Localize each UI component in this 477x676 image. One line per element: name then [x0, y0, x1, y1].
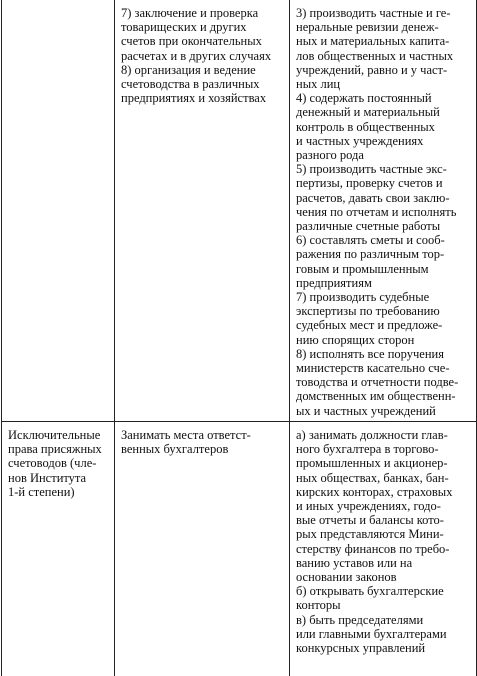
text-line: денежный и материальный — [296, 105, 440, 120]
text-line: и иных учреждениях, годо- — [296, 498, 441, 513]
text-line: различные счетные работы — [296, 219, 441, 234]
text-line: стерству финансов по требо- — [296, 541, 450, 556]
text-line: ных и материальных капита- — [296, 34, 450, 49]
text-line: контроль в общественных — [296, 119, 435, 134]
text-line: экспертизы по требованию — [296, 304, 440, 319]
cell-specific-rights — [290, 0, 477, 421]
text-line: говым и промышленным — [296, 261, 429, 276]
text-line: конторы — [296, 598, 341, 613]
text-line: ного бухгалтера в торгово- — [296, 442, 439, 457]
text-line: судебных мест и предложе- — [296, 318, 443, 333]
rights-table — [1, 0, 477, 676]
text-line: учреждений, равно и у част- — [296, 62, 448, 77]
cell-category — [2, 421, 115, 676]
text-line: кирских конторах, страховых — [296, 484, 453, 499]
text-line: ных лиц — [296, 77, 341, 92]
text-line: нов Института — [8, 470, 87, 485]
text-line: товарищеских и других — [121, 20, 247, 35]
cell-general-rights — [115, 421, 290, 676]
cell-general-rights — [115, 0, 290, 421]
text-line: конкурсных управлений — [296, 640, 426, 655]
text-line: нию спорящих сторон — [296, 332, 415, 347]
text-line: Занимать места ответст- — [121, 427, 251, 442]
text-line: и частных учреждениях — [296, 133, 424, 148]
text-line: расчетах и в других случаях — [121, 48, 272, 63]
text-line: права присяжных — [8, 442, 102, 457]
text-line: 8) исполнять все поручения — [296, 346, 444, 361]
text-line: 7) заключение и проверка — [121, 6, 259, 20]
text-line: пертизы, проверку счетов и — [296, 176, 443, 191]
text-line: вые отчеты и балансы кото- — [296, 513, 444, 528]
text-line: промышленных и акционер- — [296, 456, 448, 471]
text-line: министерств касательно сче- — [296, 361, 450, 376]
text-line: рых представляются Мини- — [296, 527, 444, 542]
text-line: разного рода — [296, 148, 364, 163]
text-line: ых и частных учреждений — [296, 403, 436, 418]
text-line: предприятиям — [296, 275, 372, 290]
text-line: 8) организация и ведение — [121, 62, 256, 77]
text-line: ражения по различным тор- — [296, 247, 445, 262]
text-line: счетоводства в различных — [121, 77, 260, 92]
text-line: 4) содержать постоянный — [296, 91, 432, 106]
table-row — [2, 0, 477, 421]
text-line: товодства и отчетности подве- — [296, 375, 459, 390]
cell-category — [2, 0, 115, 421]
text-line: чения по отчетам и исполнять — [296, 204, 457, 219]
text-line: 5) производить частные экс- — [296, 162, 447, 177]
text-line: 6) составлять сметы и сооб- — [296, 233, 445, 248]
text-line: счетов при окончательных — [121, 34, 262, 49]
text-line: лов общественных и частных — [296, 48, 454, 63]
text-line: или главными бухгалтерами — [296, 626, 447, 641]
cell-specific-rights — [290, 421, 477, 676]
text-line: ванию уставов или на — [296, 555, 413, 570]
text-line: Исключительные — [8, 427, 101, 442]
text-line: в) быть председателями — [296, 612, 424, 627]
text-line: венных бухгалтеров — [121, 442, 229, 457]
text-line: ных обществах, банках, бан- — [296, 470, 449, 485]
text-line: домственных им общественн- — [296, 389, 456, 404]
text-line: б) открывать бухгалтерские — [296, 584, 444, 599]
text-line: 3) производить частные и ге- — [296, 6, 451, 20]
text-line: основании законов — [296, 569, 397, 584]
text-line: расчетов, давать свои заклю- — [296, 190, 450, 205]
table-row — [2, 421, 477, 676]
text-line: неральные ревизии денеж- — [296, 20, 439, 35]
text-line: 1-й степени) — [8, 484, 75, 499]
text-line: счетоводов (чле- — [8, 456, 97, 471]
text-line: 7) производить судебные — [296, 290, 430, 305]
text-line: предприятиях и хозяйствах — [121, 91, 267, 106]
text-line: а) занимать должности глав- — [296, 427, 448, 442]
